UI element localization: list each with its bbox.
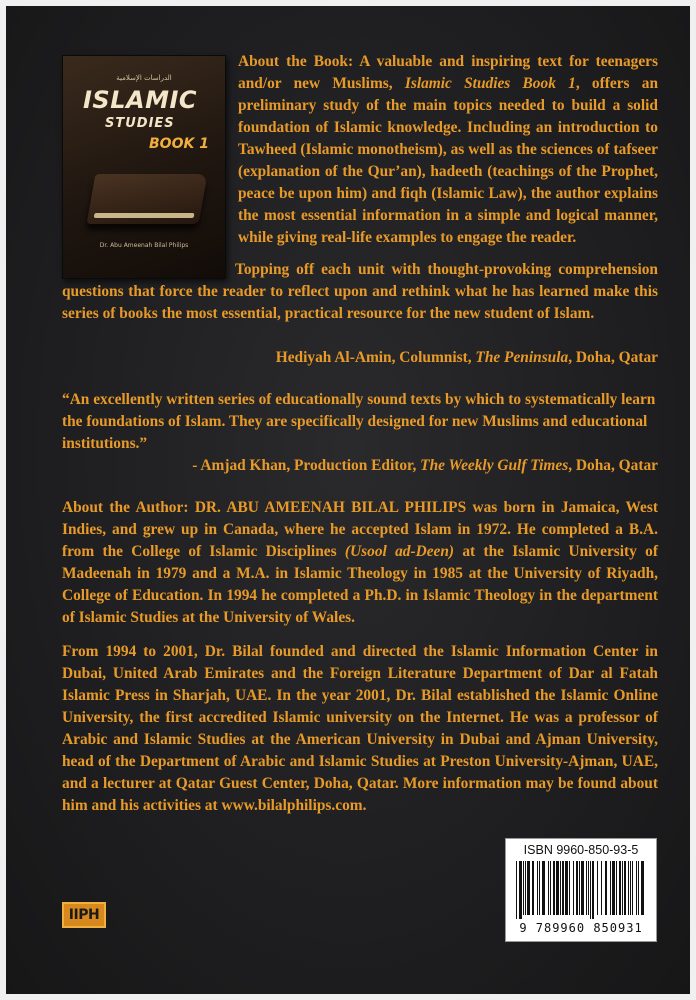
barcode-bar: [523, 861, 524, 915]
barcode-bar: [641, 861, 644, 915]
isbn-label: ISBN 9960-850-93-5: [523, 843, 639, 857]
barcode-bar: [519, 861, 522, 919]
about-author-part1: About the Author: DR. ABU AMEENAH BILAL PHILIPS was born in Jamaica, West Indies, and grew up in Canada, where he accepted Islam in 1972. He completed a B.A. from the College of Islamic Disciplines: [62, 499, 658, 560]
career-paragraph: From 1994 to 2001, Dr. Bilal founded and directed the Islamic Information Center in Dubai, United Arab Emirates and the Foreign Literature Department of Dar al Fatah Islamic Press in Sharjah, UAE. In the year 2001, Dr. Bilal established the Islamic Online University, the first accredited Islamic university on the Internet. He was a professor of Arabic and Islamic Studies at the American University in Dubai and Ajman University, head of the Department of Arabic and Islamic Studies at Preston University-Ajman, UAE, and a lecturer at Qatar Guest Center, Doha, Qatar. More information may be found about him and his activities at www.bilalphilips.com.: [62, 643, 658, 814]
thumbnail-title-line1: ISLAMIC: [83, 86, 198, 114]
barcode-box: [505, 838, 657, 942]
barcode-bar: [601, 861, 602, 915]
about-book-rest: , offers an preliminary study of the main topics needed to build a solid foundation of Islamic knowledge. Including an introduction to Tawheed (Islamic monotheism), as well as the sciences of tafseer (explanation of the Qur’an), hadeeth (teachings of the Prophet, peace be upon him) and fiqh (Islamic Law), the author explains the most essential information in a simple and logical manner, while giving real-life examples to engage the reader.: [238, 75, 659, 246]
barcode-bar: [619, 861, 621, 915]
barcode-bar: [527, 861, 530, 915]
barcode-bar: [562, 861, 564, 915]
thumbnail-arabic-caption: الدراسات الإسلامية: [116, 74, 172, 82]
barcode-bar: [539, 861, 540, 915]
book-cover-thumbnail: [62, 55, 226, 279]
barcode-bar: [638, 861, 639, 915]
about-book-paragraph-2: Topping off each unit with thought-provoking comprehension questions that force the reader to reflect upon and rethink what he has learned make this series of books the most essential, practical resource for the new student of Islam.: [62, 261, 658, 322]
about-book-paragraph: [238, 51, 658, 249]
barcode-bar: [537, 861, 538, 915]
thumbnail-title-line3: BOOK 1: [149, 136, 209, 152]
barcode-bar: [586, 861, 587, 915]
review-1-place: , Doha, Qatar: [568, 349, 658, 366]
barcode-bar: [605, 861, 607, 915]
barcode-bar: [632, 861, 633, 915]
barcode-bar: [612, 861, 615, 915]
book-illustration: [87, 174, 208, 224]
barcode-bar: [553, 861, 555, 915]
barcode-bar: [622, 861, 623, 915]
barcode-bar: [579, 861, 580, 915]
thumbnail-title-line2: STUDIES: [105, 116, 175, 131]
about-author-italic: (Usool ad-Deen): [344, 543, 455, 560]
review-2-name: - Amjad Khan, Production Editor,: [192, 457, 421, 474]
publisher-logo-text: IIPH: [68, 907, 100, 923]
barcode-bar: [560, 861, 561, 915]
review-1-name: Hediyah Al-Amin, Columnist,: [275, 349, 476, 366]
barcode-bar: [624, 861, 626, 915]
barcode-bar: [590, 861, 591, 919]
about-book-title: Islamic Studies Book 1: [404, 75, 576, 92]
review-2-quote: “An excellently written series of educationally sound texts by which to systematically learn the foundations of Islam. They are specifically designed for new Muslims and educational institutions.”: [62, 391, 656, 452]
about-author-paragraph: [62, 497, 658, 629]
barcode-bar: [548, 861, 549, 915]
barcode-bar: [569, 861, 570, 915]
barcode-bar: [628, 861, 629, 915]
about-author-part2: at the Islamic University of Madeenah in 1979 and a M.A. in Islamic Theology in 1985 at the University of Riyadh, College of Education. In 1994 he completed a Ph.D. in Islamic Theology in the department of Islamic Studies at the University of Wales.: [62, 543, 658, 626]
barcode-bar: [616, 861, 617, 915]
barcode-digits: 9 789960 850931: [519, 921, 643, 935]
about-book-lead: About the Book: A valuable and inspiring text for teenagers and/or new Muslims,: [238, 53, 658, 92]
barcode-bar: [592, 861, 594, 919]
publisher-logo: [62, 902, 106, 928]
barcode-bar: [597, 861, 598, 915]
review-2-attribution: [62, 455, 658, 477]
barcode-bar: [581, 861, 584, 915]
barcode-bar: [576, 861, 578, 915]
barcode-bar: [550, 861, 551, 915]
review-1-publication: The Peninsula: [475, 349, 569, 366]
barcode-bar: [610, 861, 611, 915]
review-2-place: , Doha, Qatar: [568, 457, 658, 474]
barcode-bar: [542, 861, 545, 915]
barcode-bar: [630, 861, 631, 915]
barcode-bar: [516, 861, 517, 919]
barcode-bar: [532, 861, 534, 915]
barcode-bar: [556, 861, 559, 915]
barcode-bar: [573, 861, 574, 915]
barcode-bar: [565, 861, 568, 915]
review-1-attribution: [62, 347, 658, 369]
review-2-publication: The Weekly Gulf Times: [420, 457, 569, 474]
thumbnail-author: Dr. Abu Ameenah Bilal Philips: [99, 242, 189, 249]
barcode-bar: [588, 861, 589, 915]
barcode-bar: [525, 861, 526, 915]
barcode-bars: [514, 861, 648, 919]
barcode-bar: [636, 861, 637, 915]
